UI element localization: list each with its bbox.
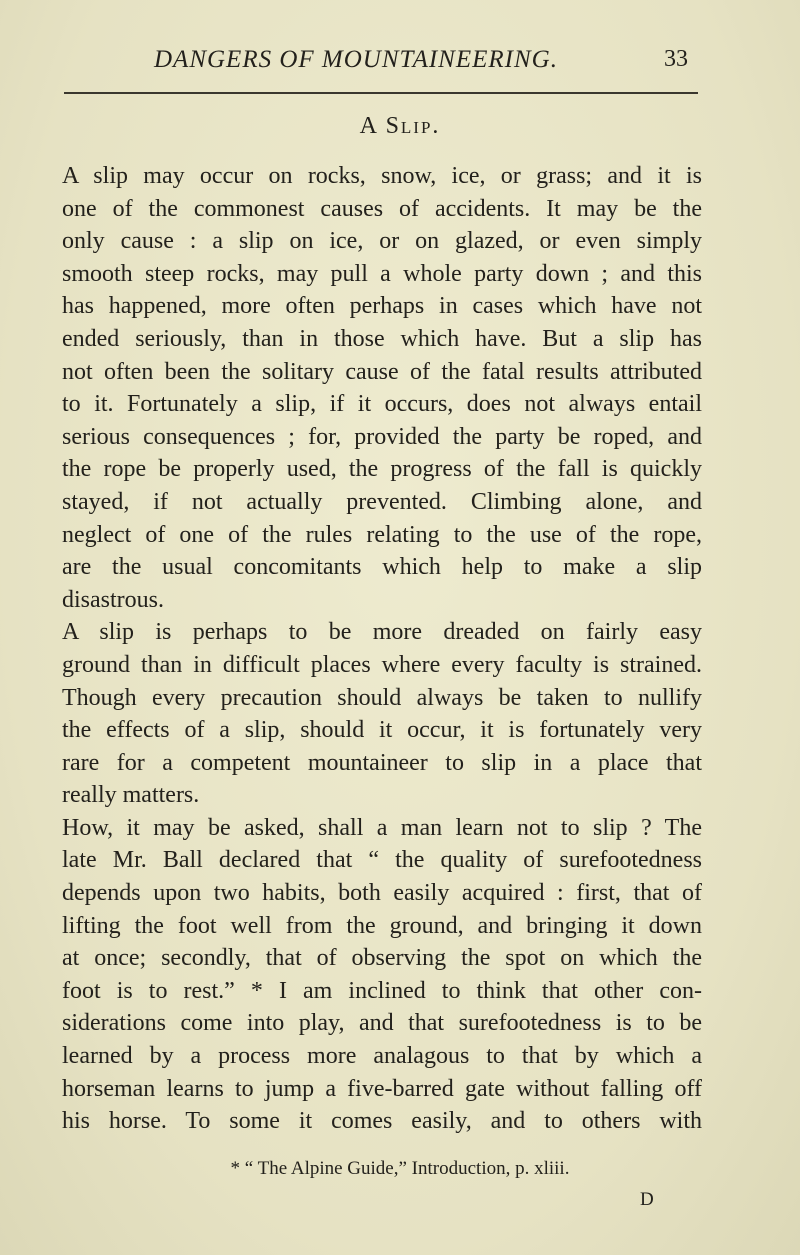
text-line: really matters. [62, 782, 200, 809]
text-line: horseman learns to jump a five-barred gate without falling off [62, 1075, 702, 1102]
page-number: 33 [664, 46, 688, 72]
text-line: Though every precaution should always be taken to nullify [62, 684, 702, 711]
section-title: A Slip. [359, 113, 441, 139]
text-line: only cause : a slip on ice, or on glazed, or even simply [62, 228, 702, 255]
text-line: the effects of a slip, should it occur, it is fortunately very [62, 717, 702, 744]
text-line: foot is to rest.” * I am inclined to think that other con- [62, 977, 702, 1004]
text-line: How, it may be asked, shall a man learn not to slip ? The [62, 814, 702, 841]
signature-mark: D [640, 1189, 654, 1210]
text-line: not often been the solitary cause of the fatal results attributed [62, 358, 702, 385]
text-line: stayed, if not actually prevented. Climbing alone, and [62, 488, 702, 515]
text-line: at once; secondly, that of observing the spot on which the [62, 945, 702, 972]
text-line: siderations come into play, and that surefootedness is to be [62, 1010, 702, 1037]
text-line: has happened, more often perhaps in cases which have not [62, 293, 702, 320]
text-line: to it. Fortunately a slip, if it occurs, does not always entail [62, 391, 702, 418]
text-line: the rope be properly used, the progress of the fall is quickly [62, 456, 702, 483]
body-text [62, 160, 702, 1138]
text-line: smooth steep rocks, may pull a whole party down ; and this [62, 260, 702, 287]
text-line: A slip is perhaps to be more dreaded on fairly easy [62, 619, 702, 646]
text-line: late Mr. Ball declared that “ the quality of surefootedness [62, 847, 702, 874]
text-line: ground than in difficult places where every faculty is strained. [62, 651, 702, 678]
text-line: rare for a competent mountaineer to slip in a place that [62, 749, 702, 776]
running-head [0, 46, 800, 86]
text-line: A slip may occur on rocks, snow, ice, or grass; and it is [62, 163, 702, 189]
text-line: learned by a process more analagous to that by which a [62, 1043, 702, 1070]
text-line: depends upon two habits, both easily acquired : first, that of [62, 880, 702, 907]
text-line: neglect of one of the rules relating to the use of the rope, [62, 521, 702, 548]
footnote: * “ The Alpine Guide,” Introduction, p. xliii. [230, 1158, 570, 1179]
running-title: DANGERS OF MOUNTAINEERING. [154, 46, 558, 73]
text-line: are the usual concomitants which help to make a slip [62, 554, 702, 581]
header-rule [64, 92, 698, 94]
text-line: disastrous. [62, 586, 164, 613]
text-line: ended seriously, than in those which have. But a slip has [62, 325, 702, 352]
text-line: lifting the foot well from the ground, and bringing it down [62, 912, 702, 939]
text-line: serious consequences ; for, provided the party be roped, and [62, 423, 702, 450]
text-line: one of the commonest causes of accidents. It may be the [62, 195, 702, 222]
text-line: his horse. To some it comes easily, and to others with [62, 1108, 702, 1135]
